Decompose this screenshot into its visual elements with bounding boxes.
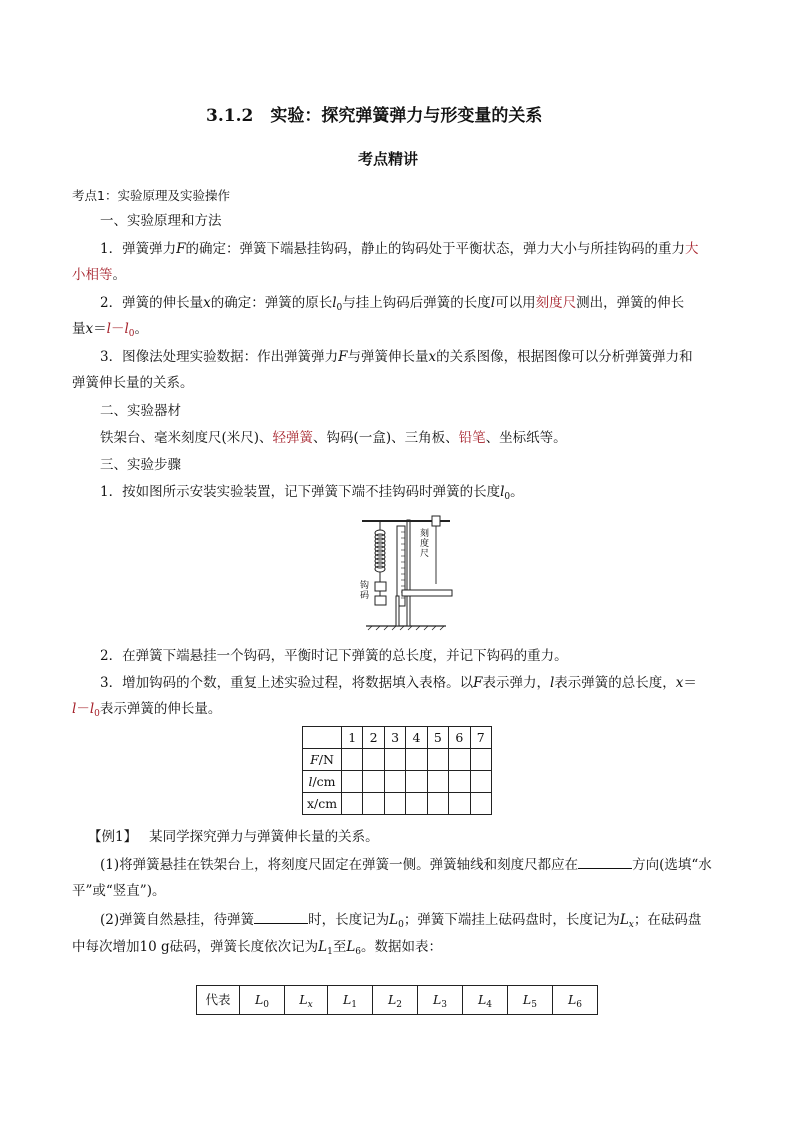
table-cell [363, 771, 384, 793]
symbol-cell: $L_x$ [284, 986, 327, 1015]
stand-pole [407, 520, 410, 626]
symbol-cell: $L_2$ [373, 986, 418, 1015]
spring-icon [375, 530, 385, 572]
stand-leg [396, 596, 399, 626]
table-cell [427, 749, 448, 771]
section-heading-equipment: 二、实验器材 [100, 403, 181, 419]
table-row [303, 793, 492, 815]
table-cell [470, 771, 491, 793]
table-header-row [303, 727, 492, 749]
table-cell [342, 749, 363, 771]
question-1-line-2: 平”或“竖直”)。 [72, 883, 166, 899]
table-col-header: 1 [342, 727, 363, 749]
paragraph-3-line-1: 3．图像法处理实验数据：作出弹簧弹力F与弹簧伸长量x的关系图像，根据图像可以分析弹簧弹力和 [100, 349, 693, 365]
section-heading-steps: 三、实验步骤 [100, 457, 181, 473]
kaodian-heading: 考点1：实验原理及实验操作 [72, 188, 230, 203]
table-row-header-length: l/cm [303, 771, 342, 793]
symbol-table [196, 985, 598, 1015]
hook-label: 钩码 [360, 581, 370, 601]
table-col-header: 5 [427, 727, 448, 749]
section-subtitle: 考点精讲 [358, 150, 419, 168]
symbol-cell: $L_3$ [417, 986, 462, 1015]
symbol-cell: $L_4$ [462, 986, 507, 1015]
table-cell [384, 749, 405, 771]
table-cell [384, 793, 405, 815]
symbol-cell: $L_1$ [328, 986, 373, 1015]
data-table [302, 726, 492, 815]
weight-1-icon [375, 582, 386, 591]
table-row-header-force: F/N [303, 749, 342, 771]
symbol-table-head: 代表 [197, 986, 240, 1015]
table-cell [449, 793, 470, 815]
apparatus-figure [360, 512, 456, 632]
step-3-line-1: 3．增加钩码的个数，重复上述实验过程，将数据填入表格。以F表示弹力，l表示弹簧的总长度，x＝ [100, 675, 697, 691]
equipment-list: 铁架台、毫米刻度尺(米尺)、轻弹簧、钩码(一盒)、三角板、铅笔、坐标纸等。 [100, 430, 567, 446]
table-cell [470, 793, 491, 815]
section-heading-principle: 一、实验原理和方法 [100, 213, 222, 229]
page-title: 3.1.2 实验：探究弹簧弹力与形变量的关系 [206, 106, 543, 126]
step-1: 1．按如图所示安装实验装置，记下弹簧下端不挂钩码时弹簧的长度$l_0$。 [100, 484, 524, 502]
example-1-heading: 【例1】 某同学探究弹力与弹簧伸长量的关系。 [88, 829, 379, 845]
table-row-header-extension: x/cm [303, 793, 342, 815]
ruler-label: 刻度尺 [420, 529, 430, 559]
table-cell [384, 771, 405, 793]
table-cell [363, 749, 384, 771]
weight-2-icon [375, 596, 386, 605]
answer-blank-2[interactable] [254, 911, 308, 924]
symbol-cell: $L_6$ [552, 986, 597, 1015]
table-row [303, 771, 492, 793]
question-2-line-1: (2)弹簧自然悬挂，待弹簧 时，长度记为$L_0$；弹簧下端挂上砝码盘时，长度记为$L_x$；在砝码盘 [100, 912, 702, 930]
table-cell [427, 793, 448, 815]
table-cell [342, 771, 363, 793]
table-cell [449, 771, 470, 793]
step-3-line-2: $l-l_0$表示弹簧的伸长量。 [72, 701, 222, 719]
table-cell [406, 771, 427, 793]
paragraph-2-line-2: 量$x=l-l_0$。 [72, 321, 149, 339]
paragraph-1-line-1: 1．弹簧弹力F的确定：弹簧下端悬挂钩码，静止的钩码处于平衡状态，弹力大小与所挂钩码的重力大 [100, 241, 699, 257]
table-cell [406, 793, 427, 815]
table-cell [406, 749, 427, 771]
table-col-header: 3 [384, 727, 405, 749]
table-cell [470, 749, 491, 771]
step-2: 2．在弹簧下端悬挂一个钩码，平衡时记下弹簧的总长度，并记下钩码的重力。 [100, 648, 568, 664]
answer-blank-1[interactable] [578, 856, 632, 869]
table-col-header: 6 [449, 727, 470, 749]
paragraph-2-line-1: 2．弹簧的伸长量x的确定：弹簧的原长$l_0$与挂上钩码后弹簧的长度l可以用刻度尺测出，弹簧的伸长 [100, 295, 685, 313]
table-cell [363, 793, 384, 815]
table-corner-cell [303, 727, 342, 749]
table-col-header: 7 [470, 727, 491, 749]
paragraph-1-line-2: 小相等。 [72, 267, 126, 283]
clamp-icon [432, 516, 440, 526]
question-1-line-1: (1)将弹簧悬挂在铁架台上，将刻度尺固定在弹簧一侧。弹簧轴线和刻度尺都应在 方向(选填“水 [100, 857, 712, 873]
table-col-header: 4 [406, 727, 427, 749]
symbol-cell: $L_5$ [507, 986, 552, 1015]
base-plate [402, 590, 452, 596]
table-cell [342, 793, 363, 815]
question-2-line-2: 中每次增加10 g砝码，弹簧长度依次记为$L_1$至$L_6$。数据如表： [72, 939, 443, 957]
paragraph-3-line-2: 弹簧伸长量的关系。 [72, 375, 194, 391]
table-row [197, 986, 598, 1015]
table-col-header: 2 [363, 727, 384, 749]
table-cell [427, 771, 448, 793]
symbol-cell: $L_0$ [240, 986, 285, 1015]
table-cell [449, 749, 470, 771]
table-row [303, 749, 492, 771]
